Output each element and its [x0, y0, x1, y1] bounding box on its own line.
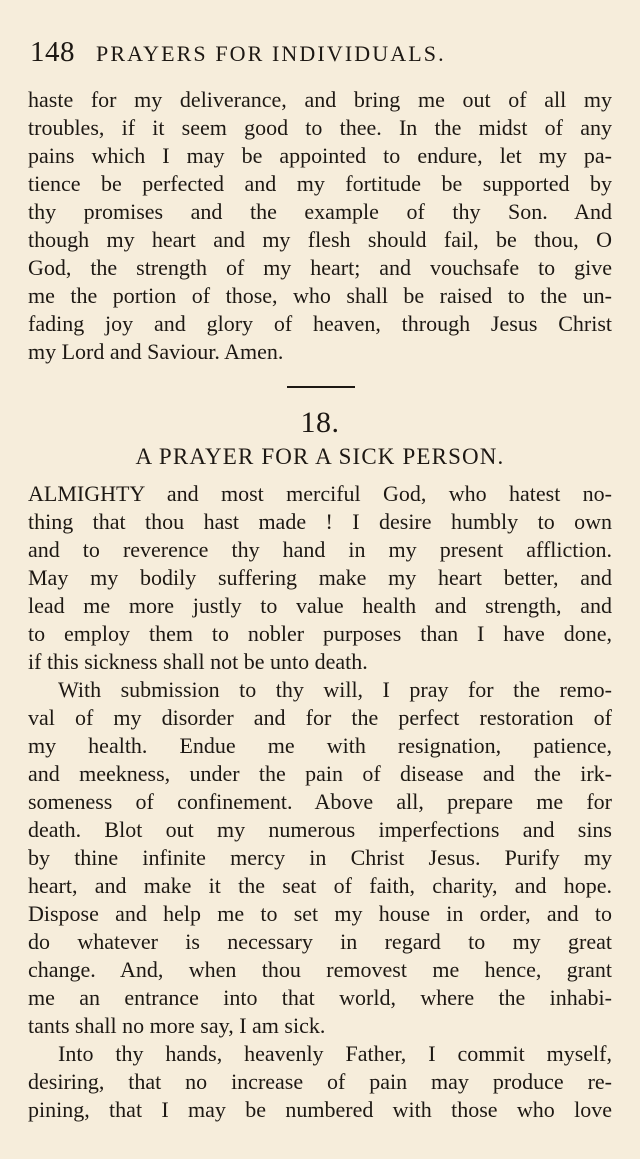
text-line: With submission to thy will, I pray for the remo-	[58, 677, 612, 702]
text-line: desiring, that no increase of pain may produce re-	[28, 1069, 612, 1094]
text-line: troubles, if it seem good to thee. In the midst of any	[28, 115, 612, 140]
text-line: do whatever is necessary in regard to my great	[28, 929, 612, 954]
text-line: me an entrance into that world, where the inhabi-	[28, 985, 612, 1010]
text-line: pining, that I may be numbered with those who love	[28, 1097, 612, 1122]
text-line: tience be perfected and my fortitude be supported by	[28, 171, 612, 196]
page-number: 148	[30, 36, 75, 68]
text-line: if this sickness shall not be unto death.	[28, 649, 368, 674]
section-number: 18.	[300, 406, 340, 439]
text-line: death. Blot out my numerous imperfections and sins	[28, 817, 612, 842]
text-line: tants shall no more say, I am sick.	[28, 1013, 326, 1038]
text-line: May my bodily suffering make my heart better, and	[28, 565, 612, 590]
text-line: my health. Endue me with resignation, patience,	[28, 733, 612, 758]
text-line: by thine infinite mercy in Christ Jesus. Purify my	[28, 845, 612, 870]
section-divider	[287, 386, 355, 388]
text-line: me the portion of those, who shall be raised to the un-	[28, 283, 612, 308]
text-line: to employ them to nobler purposes than I have done,	[28, 621, 612, 646]
text-line: haste for my deliverance, and bring me out of all my	[28, 87, 612, 112]
text-line: my Lord and Saviour. Amen.	[28, 339, 284, 364]
section-title: A PRAYER FOR A SICK PERSON.	[135, 444, 505, 469]
text-line: God, the strength of my heart; and vouchsafe to give	[28, 255, 612, 280]
text-line: Into thy hands, heavenly Father, I commit myself,	[58, 1041, 612, 1066]
text-line: though my heart and my flesh should fail, be thou, O	[28, 227, 612, 252]
text-line: change. And, when thou removest me hence, grant	[28, 957, 612, 982]
text-line: heart, and make it the seat of faith, charity, and hope.	[28, 873, 612, 898]
text-line: pains which I may be appointed to endure, let my pa-	[28, 143, 612, 168]
page-header	[30, 32, 620, 72]
running-head: PRAYERS FOR INDIVIDUALS.	[96, 41, 446, 66]
text-line: thy promises and the example of thy Son. And	[28, 199, 612, 224]
text-line: ALMIGHTY and most merciful God, who hatest no-	[28, 481, 612, 506]
text-line: Dispose and help me to set my house in order, and to	[28, 901, 612, 926]
text-line: val of my disorder and for the perfect restoration of	[28, 705, 612, 730]
text-line: lead me more justly to value health and strength, and	[28, 593, 612, 618]
text-line: fading joy and glory of heaven, through Jesus Christ	[28, 311, 612, 336]
text-line: thing that thou hast made ! I desire humbly to own	[28, 509, 612, 534]
text-line: and meekness, under the pain of disease and the irk-	[28, 761, 612, 786]
text-line: and to reverence thy hand in my present affliction.	[28, 537, 612, 562]
text-line: someness of confinement. Above all, prepare me for	[28, 789, 612, 814]
